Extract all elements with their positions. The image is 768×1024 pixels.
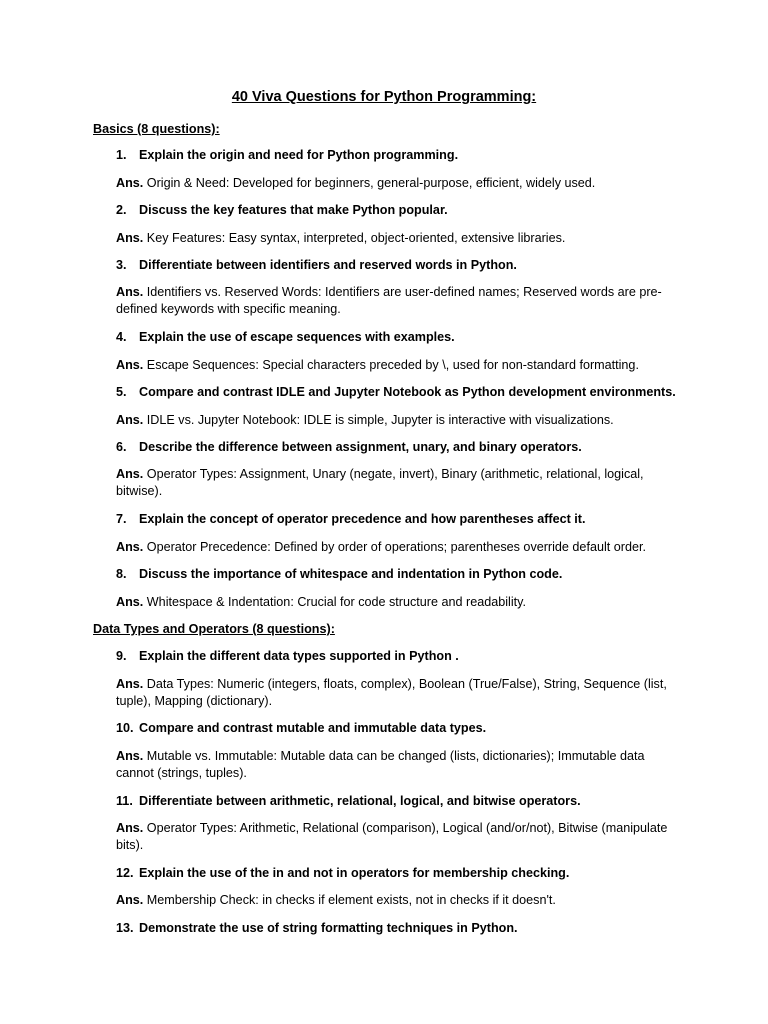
answer-text: Origin & Need: Developed for beginners, general-purpose, efficient, widely used. [146,176,596,190]
question-number: 7. [116,512,127,526]
answer-text: Operator Types: Arithmetic, Relational (comparison), Logical (and/or/not), Bitwise (manipulate bits). [116,821,668,852]
answer-text: Membership Check: in checks if element exists, not in checks if it doesn't. [146,893,556,907]
answer-label: Ans. [116,540,144,554]
answer-text: Operator Types: Assignment, Unary (negate, invert), Binary (arithmetic, relational, logical, bitwise). [116,467,644,498]
answer-text: Key Features: Easy syntax, interpreted, object-oriented, extensive libraries. [146,231,566,245]
answer-6 [116,466,684,500]
question-text: Differentiate between identifiers and reserved words in Python. [139,258,517,272]
question-text: Explain the use of the in and not in operators for membership checking. [139,866,570,880]
question-number: 11. [116,794,133,808]
answer-4 [116,357,684,374]
question-8 [116,566,696,583]
question-5 [116,384,696,401]
answer-5 [116,412,684,429]
question-3 [116,257,696,274]
answer-text: IDLE vs. Jupyter Notebook: IDLE is simple, Jupyter is interactive with visualizations. [146,413,614,427]
answer-label: Ans. [116,231,144,245]
question-6 [116,439,696,456]
question-number: 3. [116,258,127,272]
answer-label: Ans. [116,749,144,763]
question-text: Discuss the importance of whitespace and indentation in Python code. [139,567,563,581]
answer-9 [116,676,684,710]
question-12 [116,865,696,882]
question-number: 2. [116,203,127,217]
answer-label: Ans. [116,285,144,299]
answer-label: Ans. [116,677,144,691]
question-text: Explain the use of escape sequences with examples. [139,330,455,344]
question-13 [116,920,696,937]
question-text: Explain the origin and need for Python programming. [139,148,459,162]
page-title: 40 Viva Questions for Python Programming: [231,89,537,105]
question-text: Explain the concept of operator precedence and how parentheses affect it. [139,512,586,526]
question-number: 9. [116,649,127,663]
answer-1 [116,175,684,192]
question-4 [116,329,696,346]
question-number: 6. [116,440,127,454]
answer-11 [116,820,684,854]
section-heading-basics: Basics (8 questions): [93,122,220,136]
question-text: Explain the different data types supported in Python . [139,649,459,663]
question-text: Compare and contrast IDLE and Jupyter Notebook as Python development environments. [139,385,676,399]
answer-label: Ans. [116,467,144,481]
question-number: 1. [116,148,127,162]
answer-label: Ans. [116,595,144,609]
answer-label: Ans. [116,893,144,907]
answer-label: Ans. [116,358,144,372]
answer-10 [116,748,684,782]
question-11 [116,793,696,810]
answer-text: Mutable vs. Immutable: Mutable data can be changed (lists, dictionaries); Immutable data cannot (strings, tuples). [116,749,645,780]
question-10 [116,720,696,737]
answer-label: Ans. [116,176,144,190]
answer-label: Ans. [116,413,144,427]
answer-text: Identifiers vs. Reserved Words: Identifiers are user-defined names; Reserved words are pre-defined keywords with specific meaning. [116,285,662,316]
answer-7 [116,539,684,556]
section-heading-datatypes: Data Types and Operators (8 questions): [93,622,335,636]
answer-3 [116,284,684,318]
answer-label: Ans. [116,821,144,835]
answer-text: Operator Precedence: Defined by order of operations; parentheses override default order. [146,540,646,554]
question-number: 4. [116,330,127,344]
answer-2 [116,230,684,247]
answer-12 [116,892,684,909]
question-number: 10. [116,721,134,735]
question-text: Describe the difference between assignment, unary, and binary operators. [139,440,582,454]
question-text: Demonstrate the use of string formatting techniques in Python. [139,921,518,935]
answer-8 [116,594,684,611]
question-text: Compare and contrast mutable and immutable data types. [139,721,487,735]
question-text: Differentiate between arithmetic, relational, logical, and bitwise operators. [139,794,581,808]
question-9 [116,648,696,665]
question-7 [116,511,696,528]
question-number: 5. [116,385,127,399]
question-2 [116,202,696,219]
question-number: 13. [116,921,134,935]
question-number: 12. [116,866,134,880]
answer-text: Whitespace & Indentation: Crucial for code structure and readability. [146,595,526,609]
question-text: Discuss the key features that make Python popular. [139,203,448,217]
answer-text: Data Types: Numeric (integers, floats, complex), Boolean (True/False), String, Sequence (list, tuple), Mapping (dictionary). [116,677,667,708]
question-number: 8. [116,567,127,581]
answer-text: Escape Sequences: Special characters preceded by \, used for non-standard formatting. [146,358,639,372]
question-1 [116,147,696,164]
